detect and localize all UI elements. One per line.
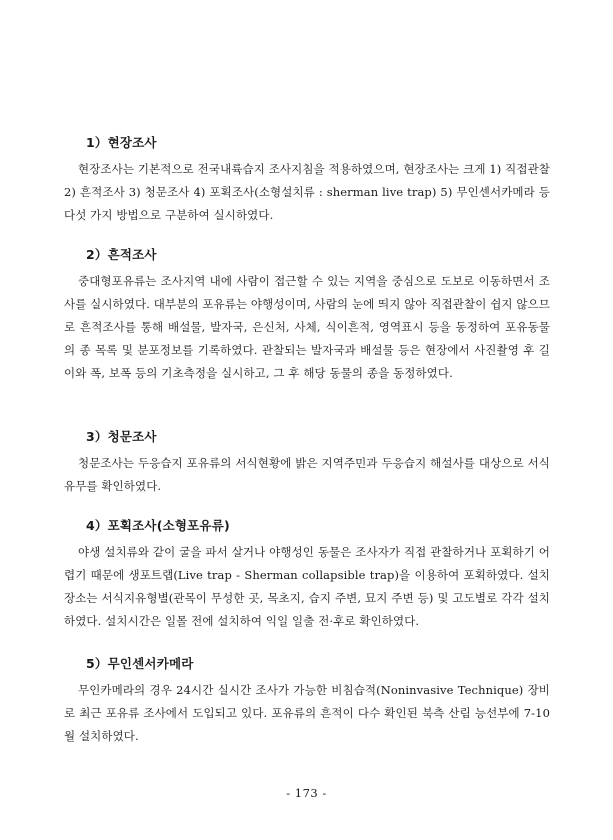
section-heading: 4）포획조사(소형포유류) bbox=[86, 518, 230, 533]
section-field-survey bbox=[64, 134, 550, 227]
section-paragraph: 중대형포유류는 조사지역 내에 사람이 접근할 수 있는 지역을 중심으로 도보로 이동하면서 조사를 실시하였다. 대부분의 포유류는 야행성이며, 사람의 눈에 띄지 않아 직접관찰이 쉽지 않으므로 흔적조사를 통해 배설물, 발자국, 은신처, 사체, 식이흔적, 영역표시 등을 동정하여 포유동물의 종 목록 및 분포정보를 기록하였다. 관찰되는 발자국과 배설물 등은 현장에서 사진촬영 후 길이와 폭, 보폭 등의 기초측정을 실시하고, 그 후 해당 동물의 종을 동정하였다. bbox=[64, 274, 550, 380]
section-heading: 3）청문조사 bbox=[86, 429, 157, 444]
section-camera-trap bbox=[64, 655, 550, 748]
section-interview-survey bbox=[64, 428, 550, 498]
section-paragraph: 야생 설치류와 같이 굴을 파서 살거나 야행성인 동물은 조사자가 직접 관찰하거나 포획하기 어렵기 때문에 생포트랩(Live trap - Sherman collapsible trap)을 이용하여 포획하였다. 설치장소는 서식지유형별(관목이 무성한 곳, 목초지, 습지 주변, 묘지 주변 등) 및 고도별로 각각 설치하였다. 설치시간은 일몰 전에 설치하여 익일 일출 전·후로 확인하였다. bbox=[64, 545, 550, 628]
section-heading: 1）현장조사 bbox=[86, 135, 157, 150]
section-heading: 2）흔적조사 bbox=[86, 247, 157, 262]
section-trace-survey bbox=[64, 246, 550, 385]
page-number: - 173 - bbox=[286, 786, 327, 800]
section-paragraph: 무인카메라의 경우 24시간 실시간 조사가 가능한 비침습적(Noninvasive Technique) 장비로 최근 포유류 조사에서 도입되고 있다. 포유류의 흔적이 다수 확인된 북측 산림 능선부에 7-10월 설치하였다. bbox=[64, 683, 550, 743]
section-heading: 5）무인센서카메라 bbox=[86, 656, 194, 671]
section-paragraph: 현장조사는 기본적으로 전국내륙습지 조사지침을 적용하였으며, 현장조사는 크게 1) 직접관찰 2) 흔적조사 3) 청문조사 4) 포획조사(소형설치류 : sherman live trap) 5) 무인센서카메라 등 다섯 가지 방법으로 구분하여 실시하였다. bbox=[64, 162, 550, 222]
section-capture-survey bbox=[64, 517, 550, 633]
section-paragraph: 청문조사는 두응습지 포유류의 서식현황에 밝은 지역주민과 두응습지 해설사를 대상으로 서식유무를 확인하였다. bbox=[64, 456, 550, 493]
